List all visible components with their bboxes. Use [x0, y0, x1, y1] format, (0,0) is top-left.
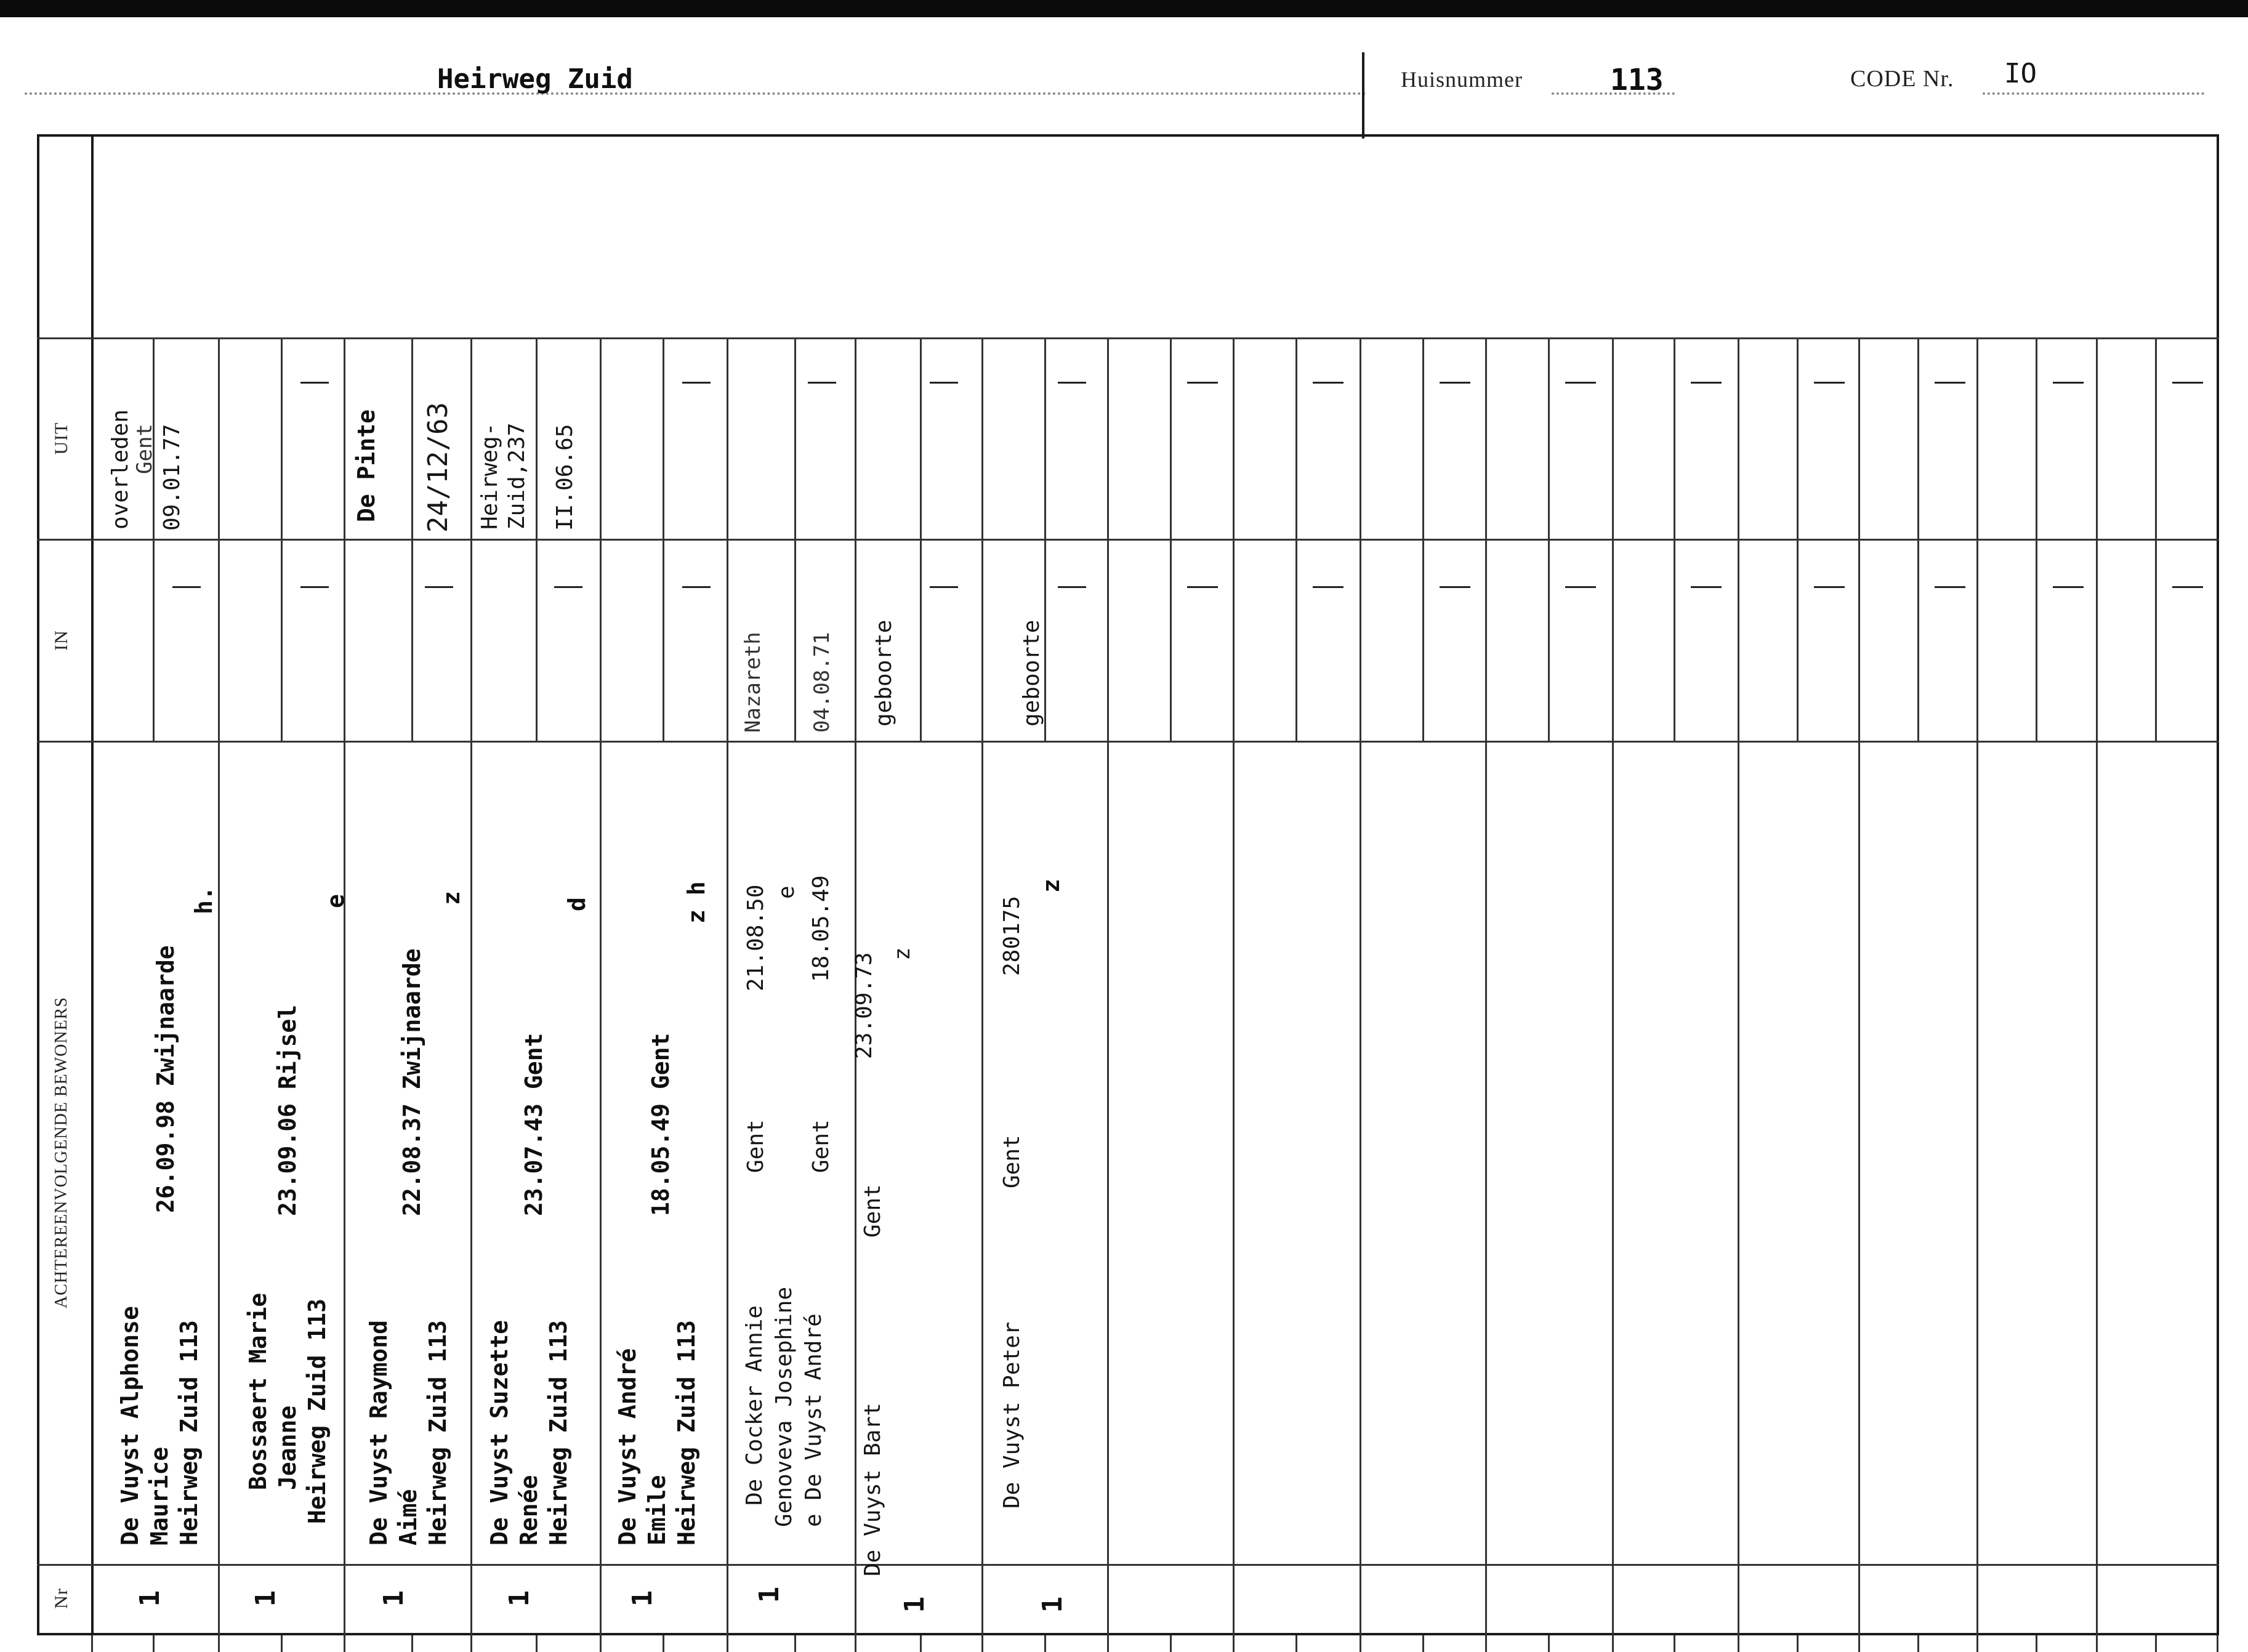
- resident-2-uit-dash: [300, 382, 329, 384]
- code-label: CODE Nr.: [1850, 66, 1954, 92]
- resident-8-flag1: z: [1037, 879, 1065, 893]
- half-column-divider: [1295, 337, 1297, 741]
- empty-uit-dash: [1440, 382, 1470, 384]
- empty-in-dash: [1691, 586, 1722, 588]
- resident-5-uit-dash: [682, 382, 711, 384]
- frame-left: [37, 134, 39, 1635]
- resident-4-uit-place2: Zuid,237: [504, 422, 530, 530]
- resident-5-flag: z h: [683, 881, 710, 924]
- bottom-tick: [536, 1635, 538, 1652]
- half-column-divider: [281, 337, 283, 741]
- empty-uit-dash: [1565, 382, 1596, 384]
- resident-4-address: Heirweg Zuid 113: [545, 1320, 572, 1545]
- resident-1-address: Heirweg Zuid 113: [175, 1320, 203, 1545]
- resident-1-name-line2: Maurice: [146, 1446, 173, 1545]
- resident-5-birth: 18.05.49 Gent: [647, 1033, 674, 1216]
- resident-1-uit-date: 09.01.77: [159, 424, 185, 531]
- resident-6-in-place: Nazareth: [741, 632, 765, 733]
- half-column-divider: [536, 337, 538, 741]
- column-divider: [1858, 337, 1860, 1635]
- header-dotted-line: [25, 92, 1367, 95]
- resident-1-nr: 1: [134, 1590, 166, 1607]
- resident-1-in-dash: [172, 586, 201, 588]
- bottom-tick: [855, 1635, 856, 1652]
- frame-top: [37, 134, 2219, 137]
- half-column-divider: [1422, 337, 1424, 741]
- column-divider: [1107, 337, 1109, 1635]
- resident-2-nr: 1: [250, 1590, 281, 1607]
- house-number-value: 113: [1610, 63, 1664, 97]
- resident-3-uit-date: 24/12/63: [422, 402, 454, 533]
- resident-4-birth: 23.07.43 Gent: [520, 1033, 547, 1216]
- bottom-tick: [1858, 1635, 1860, 1652]
- empty-uit-dash: [1313, 382, 1344, 384]
- empty-in-dash: [2053, 586, 2084, 588]
- half-column-divider: [1674, 337, 1675, 741]
- column-divider: [1360, 337, 1361, 1635]
- resident-5-nr: 1: [627, 1590, 658, 1607]
- resident-3-name-line1: De Vuyst Raymond: [365, 1320, 392, 1545]
- resident-2-in-dash: [300, 586, 329, 588]
- resident-4-in-dash: [554, 586, 582, 588]
- bottom-tick: [1170, 1635, 1172, 1652]
- resident-2-flag: e: [322, 894, 349, 908]
- bottom-tick: [1917, 1635, 1919, 1652]
- half-column-divider: [2036, 337, 2037, 741]
- empty-in-dash: [1440, 586, 1470, 588]
- resident-6-in-date: 04.08.71: [810, 632, 834, 733]
- resident-4-name-line2: Renée: [515, 1475, 542, 1545]
- resident-4-name-line1: De Vuyst Suzette: [486, 1320, 513, 1545]
- empty-in-dash: [1935, 586, 1965, 588]
- resident-3-name-line2: Aimé: [395, 1489, 422, 1545]
- empty-in-dash: [1313, 586, 1344, 588]
- resident-8-nr: 1: [1037, 1596, 1068, 1613]
- row-divider-uit-in: [37, 539, 2219, 541]
- resident-3-flag: z: [438, 891, 465, 905]
- resident-3-birth: 22.08.37 Zwijnaarde: [398, 948, 425, 1216]
- street-name: Heirweg Zuid: [437, 63, 633, 95]
- bottom-tick: [1797, 1635, 1799, 1652]
- resident-6-name-line2: Genoveva Josephine: [771, 1286, 797, 1527]
- resident-4-nr: 1: [504, 1590, 535, 1607]
- bottom-tick: [1674, 1635, 1675, 1652]
- bottom-tick: [91, 1635, 93, 1652]
- resident-6-date1: 21.08.50: [743, 884, 768, 991]
- resident-4-uit-date: II.06.65: [552, 424, 578, 531]
- resident-7-in-dash: [930, 586, 958, 588]
- half-column-divider: [1170, 337, 1172, 741]
- resident-6-flag1: e: [774, 885, 799, 899]
- bottom-tick: [1738, 1635, 1739, 1652]
- row-divider-in-bewoners: [37, 741, 2219, 743]
- resident-8-date1: 280175: [999, 895, 1025, 976]
- resident-8-in-dash: [1058, 586, 1086, 588]
- resident-6-name-line1: De Cocker Annie: [742, 1305, 767, 1505]
- bottom-tick: [794, 1635, 796, 1652]
- empty-uit-dash: [1691, 382, 1722, 384]
- half-column-divider: [1917, 337, 1919, 741]
- resident-7-in-place: geboorte: [871, 619, 896, 727]
- bottom-tick: [1295, 1635, 1297, 1652]
- bottom-tick: [981, 1635, 983, 1652]
- bottom-tick: [344, 1635, 345, 1652]
- resident-8-in-place: geboorte: [1019, 619, 1044, 727]
- resident-6-place2: Gent: [808, 1119, 834, 1173]
- half-column-divider: [411, 337, 413, 741]
- bottom-tick: [600, 1635, 602, 1652]
- column-divider: [1612, 337, 1614, 1635]
- bottom-tick: [1976, 1635, 1978, 1652]
- bottom-tick: [2036, 1635, 2037, 1652]
- resident-3-uit-place: De Pinte: [353, 409, 380, 522]
- resident-6-name-line3: e De Vuyst André: [801, 1313, 826, 1527]
- bottom-tick: [1422, 1635, 1424, 1652]
- resident-6-nr: 1: [754, 1586, 785, 1603]
- label-column-divider: [91, 134, 94, 1635]
- resident-1-flag: h.: [190, 886, 217, 914]
- code-dotted-line: [1983, 92, 2204, 95]
- half-column-divider: [794, 337, 796, 741]
- empty-uit-dash: [2172, 382, 2203, 384]
- frame-right: [2217, 134, 2219, 1635]
- bottom-tick: [281, 1635, 283, 1652]
- column-divider: [470, 337, 472, 1635]
- resident-4-flag: d: [563, 897, 590, 911]
- resident-5-address: Heirweg Zuid 113: [673, 1320, 700, 1545]
- resident-8-place1: Gent: [999, 1135, 1025, 1188]
- resident-7-place1: Gent: [860, 1184, 885, 1238]
- resident-3-nr: 1: [378, 1590, 409, 1607]
- bottom-tick: [727, 1635, 728, 1652]
- resident-1-uit-place2: Gent: [132, 424, 157, 474]
- column-divider: [2096, 337, 2098, 1635]
- resident-7-nr: 1: [899, 1596, 930, 1613]
- bottom-tick: [1612, 1635, 1614, 1652]
- empty-in-dash: [1187, 586, 1218, 588]
- half-column-divider: [920, 337, 922, 741]
- bottom-tick: [663, 1635, 664, 1652]
- row-label-nr: Nr: [51, 1588, 71, 1609]
- resident-7-uit-dash: [930, 382, 958, 384]
- bottom-tick: [1360, 1635, 1361, 1652]
- resident-3-address: Heirweg Zuid 113: [424, 1320, 451, 1545]
- column-divider: [1485, 337, 1487, 1635]
- bottom-tick: [2096, 1635, 2098, 1652]
- resident-7-name-line1: De Vuyst Bart: [860, 1403, 885, 1576]
- code-value: IO: [2004, 58, 2037, 89]
- row-label-bewoners: ACHTEREENVOLGENDE BEWONERS: [52, 997, 71, 1308]
- resident-6-place1: Gent: [743, 1119, 768, 1173]
- half-column-divider: [1044, 337, 1046, 741]
- resident-8-name-line1: De Vuyst Peter: [999, 1321, 1025, 1509]
- resident-2-name-line2: Jeanne: [274, 1405, 301, 1490]
- bottom-tick: [920, 1635, 922, 1652]
- column-divider: [218, 337, 220, 1635]
- column-divider: [1233, 337, 1235, 1635]
- column-divider: [1976, 337, 1978, 1635]
- scan-edge-top: [0, 0, 2248, 17]
- bottom-tick: [1485, 1635, 1487, 1652]
- column-divider: [344, 337, 345, 1635]
- resident-4-uit-place: Heirweg-: [477, 422, 502, 530]
- empty-in-dash: [1814, 586, 1845, 588]
- bottom-tick: [2155, 1635, 2157, 1652]
- empty-uit-dash: [1187, 382, 1218, 384]
- empty-uit-dash: [2053, 382, 2084, 384]
- row-divider-bewoners-nr: [37, 1564, 2219, 1566]
- resident-2-address: Heirweg Zuid 113: [304, 1298, 331, 1524]
- row-label-in: IN: [51, 630, 71, 651]
- resident-6-date2: 18.05.49: [808, 875, 834, 982]
- bottom-tick: [1233, 1635, 1235, 1652]
- column-divider: [981, 337, 983, 1635]
- resident-2-name-line1: Bossaert Marie: [244, 1292, 272, 1490]
- bottom-tick: [470, 1635, 472, 1652]
- column-divider: [1738, 337, 1739, 1635]
- row-divider-top-blank: [37, 337, 2219, 339]
- empty-in-dash: [1565, 586, 1596, 588]
- half-column-divider: [153, 337, 155, 741]
- bottom-tick: [2217, 1635, 2218, 1652]
- bottom-tick: [1044, 1635, 1046, 1652]
- resident-2-birth: 23.09.06 Rijsel: [274, 1004, 301, 1216]
- resident-5-in-dash: [682, 586, 711, 588]
- resident-1-uit-place: overleden: [108, 409, 133, 530]
- resident-6-uit-dash: [808, 382, 836, 384]
- resident-8-uit-dash: [1058, 382, 1086, 384]
- resident-5-name-line2: Emile: [643, 1475, 671, 1545]
- column-divider: [600, 337, 602, 1635]
- house-number-label: Huisnummer: [1401, 67, 1523, 92]
- header-divider: [1362, 52, 1364, 139]
- half-column-divider: [1548, 337, 1550, 741]
- half-column-divider: [663, 337, 664, 741]
- frame-bottom: [37, 1633, 2219, 1635]
- bottom-tick: [153, 1635, 155, 1652]
- resident-7-flag1: z: [890, 947, 915, 961]
- bottom-tick: [1107, 1635, 1109, 1652]
- half-column-divider: [2155, 337, 2157, 741]
- bottom-tick: [411, 1635, 413, 1652]
- half-column-divider: [1797, 337, 1799, 741]
- row-label-uit: UIT: [51, 422, 71, 455]
- empty-uit-dash: [1814, 382, 1845, 384]
- resident-7-date1: 23.09.73: [852, 952, 877, 1059]
- resident-5-name-line1: De Vuyst André: [614, 1348, 641, 1545]
- empty-in-dash: [2172, 586, 2203, 588]
- resident-3-in-dash: [425, 586, 453, 588]
- bottom-tick: [218, 1635, 220, 1652]
- resident-1-name-line1: De Vuyst Alphonse: [116, 1306, 143, 1545]
- column-divider: [727, 337, 728, 1635]
- bottom-tick: [1548, 1635, 1550, 1652]
- empty-uit-dash: [1935, 382, 1965, 384]
- resident-1-birth: 26.09.98 Zwijnaarde: [152, 945, 179, 1213]
